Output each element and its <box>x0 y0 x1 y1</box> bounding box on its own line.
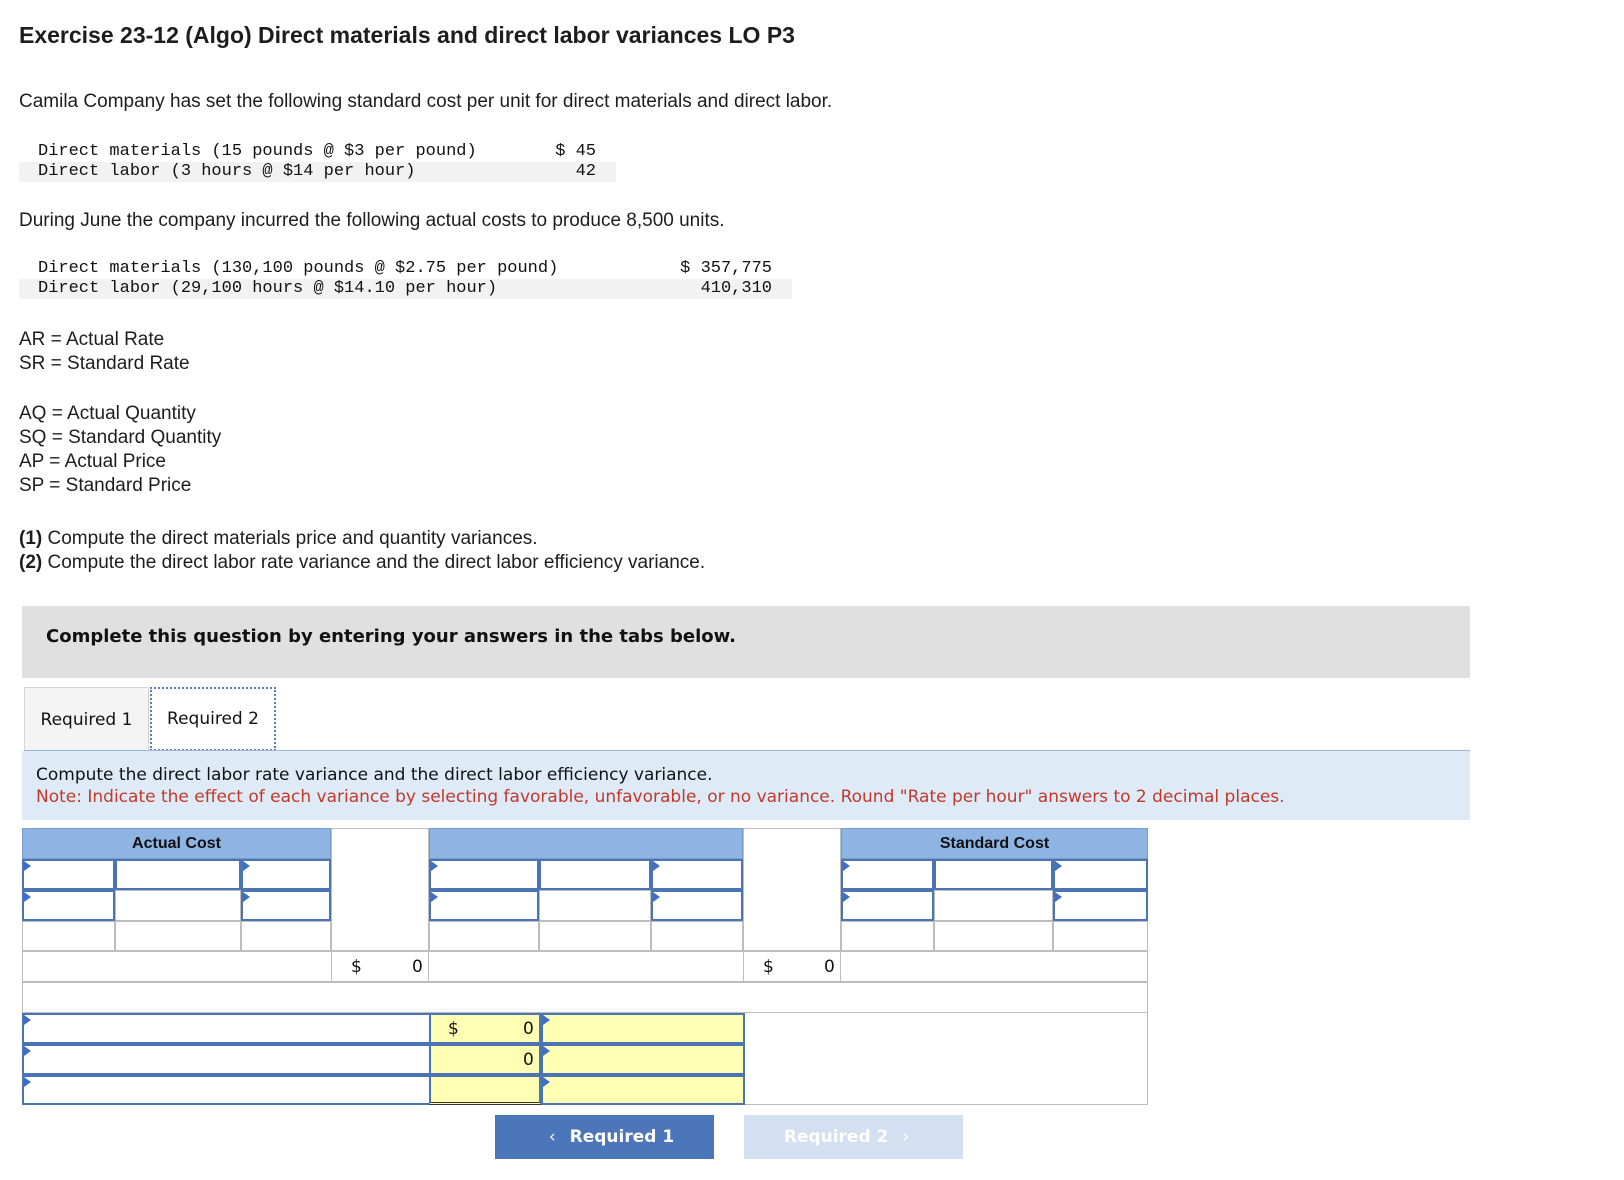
abbrev-line: SR = Standard Rate <box>19 353 190 374</box>
actual-value-cell <box>115 890 241 921</box>
abbrev-line: SP = Standard Price <box>19 475 192 496</box>
grid-cell <box>539 921 651 951</box>
intro-text: Camila Company has set the following standard cost per unit for direct materials and direct labor. <box>19 91 833 112</box>
dropdown-arrow-icon <box>843 861 850 871</box>
variance-amount-cell <box>429 1013 541 1044</box>
chevron-right-icon: › <box>902 1127 910 1147</box>
dropdown-arrow-icon <box>543 1015 550 1025</box>
cost-value: $ 357,775 <box>680 259 772 278</box>
separator-row <box>22 982 1148 1013</box>
actual-cost-row <box>19 259 792 279</box>
dropdown-arrow-icon <box>431 892 438 902</box>
standard-label-select[interactable] <box>841 890 934 921</box>
standard-cost-table <box>19 142 616 182</box>
dropdown-arrow-icon <box>24 861 31 871</box>
cost-value: $ 45 <box>555 142 596 161</box>
dropdown-arrow-icon <box>24 1077 31 1087</box>
variance-label-select[interactable] <box>22 1044 431 1075</box>
cost-label: Direct labor (29,100 hours @ $14.10 per hour) <box>38 279 498 298</box>
note-text: Note: Indicate the effect of each variance by selecting favorable, unfavorable, or no variance. Round "Rate per hour" answers to 2 decimal places. <box>36 787 1285 807</box>
dropdown-arrow-icon <box>243 861 250 871</box>
variance-total-cell <box>429 1075 541 1105</box>
variance-effect-select[interactable] <box>541 1044 745 1075</box>
exercise-title: Exercise 23-12 (Algo) Direct materials and direct labor variances LO P3 <box>19 22 795 48</box>
prev-button-label: Required 1 <box>569 1127 675 1147</box>
cost-label: Direct labor (3 hours @ $14 per hour) <box>38 162 416 181</box>
grid-cell <box>651 921 743 951</box>
dropdown-arrow-icon <box>843 892 850 902</box>
banner-text: Complete this question by entering your answers in the tabs below. <box>46 626 736 647</box>
total-actual-value: 0 <box>412 957 423 977</box>
variance-value: 0 <box>523 1050 534 1070</box>
middle-header <box>429 828 743 859</box>
actual-label-select[interactable] <box>241 859 331 890</box>
dollar-sign: $ <box>763 957 774 977</box>
middle-label-select[interactable] <box>429 890 539 921</box>
instruction-text: Compute the direct labor rate variance and the direct labor efficiency variance. <box>36 765 713 785</box>
next-required-button <box>744 1115 963 1159</box>
dollar-sign: $ <box>351 957 362 977</box>
variance-value: 0 <box>523 1019 534 1039</box>
dropdown-arrow-icon <box>431 861 438 871</box>
grid-cell <box>115 921 241 951</box>
abbrev-line: SQ = Standard Quantity <box>19 427 222 448</box>
dropdown-arrow-icon <box>24 1015 31 1025</box>
standard-cost-row <box>19 162 616 182</box>
prev-required-button[interactable] <box>495 1115 714 1159</box>
dropdown-arrow-icon <box>1055 892 1062 902</box>
actual-label-select[interactable] <box>241 890 331 921</box>
grid-cell <box>22 921 115 951</box>
variance-effect-select[interactable] <box>541 1013 745 1044</box>
variance-amount-cell <box>429 1044 541 1075</box>
requirements-list <box>19 527 705 575</box>
standard-label-select[interactable] <box>1053 859 1148 890</box>
standard-value-input[interactable] <box>934 859 1053 890</box>
middle-label-select[interactable] <box>651 859 743 890</box>
grid-cell <box>241 921 331 951</box>
standard-value-cell <box>934 890 1053 921</box>
standard-label-select[interactable] <box>1053 890 1148 921</box>
requirement-text: Compute the direct labor rate variance and the direct labor efficiency variance. <box>42 552 706 573</box>
dropdown-arrow-icon <box>1055 861 1062 871</box>
rate-abbreviations <box>19 328 190 376</box>
dollar-sign: $ <box>448 1019 459 1039</box>
abbrev-line: AR = Actual Rate <box>19 329 165 350</box>
variance-label-select[interactable] <box>22 1075 431 1105</box>
requirement-1 <box>19 527 705 551</box>
middle-value-cell <box>539 890 651 921</box>
cost-label: Direct materials (130,100 pounds @ $2.75 per pound) <box>38 259 559 278</box>
tab-required-2[interactable]: Required 2 <box>150 687 276 751</box>
actual-cost-table <box>19 259 792 299</box>
cost-label: Direct materials (15 pounds @ $3 per pound) <box>38 142 477 161</box>
instructions-banner <box>22 606 1470 678</box>
tab-required-1[interactable]: Required 1 <box>24 687 149 751</box>
middle-label-select[interactable] <box>651 890 743 921</box>
spacer-column <box>743 828 841 951</box>
quantity-abbreviations <box>19 402 221 498</box>
actual-value-input[interactable] <box>115 859 241 890</box>
june-intro-text: During June the company incurred the following actual costs to produce 8,500 units. <box>19 210 725 231</box>
next-button-label: Required 2 <box>783 1127 889 1147</box>
spacer-column <box>331 828 429 951</box>
actual-label-select[interactable] <box>22 890 115 921</box>
totals-row <box>22 951 1148 982</box>
dropdown-arrow-icon <box>653 861 660 871</box>
chevron-left-icon: ‹ <box>548 1127 556 1147</box>
standard-cost-row <box>19 142 616 162</box>
actual-cost-row <box>19 279 792 299</box>
cost-value: 410,310 <box>700 279 772 298</box>
total-standard-value: 0 <box>824 957 835 977</box>
cost-value: 42 <box>575 162 596 181</box>
total-actual-cell <box>331 951 429 982</box>
requirement-number: (1) <box>19 528 43 549</box>
requirement-number: (2) <box>19 552 43 573</box>
grid-cell <box>841 921 934 951</box>
dropdown-arrow-icon <box>653 892 660 902</box>
actual-label-select[interactable] <box>22 859 115 890</box>
grid-cell <box>934 921 1053 951</box>
actual-cost-header: Actual Cost <box>22 828 331 859</box>
middle-label-select[interactable] <box>429 859 539 890</box>
grid-cell <box>429 921 539 951</box>
requirement-text: Compute the direct materials price and quantity variances. <box>42 528 538 549</box>
standard-cost-header: Standard Cost <box>841 828 1148 859</box>
dropdown-arrow-icon <box>243 892 250 902</box>
variance-effect-select[interactable] <box>541 1075 745 1105</box>
question-instructions <box>22 751 1470 820</box>
dropdown-arrow-icon <box>543 1046 550 1056</box>
total-standard-cell <box>743 951 841 982</box>
dropdown-arrow-icon <box>543 1077 550 1087</box>
grid-cell <box>1053 921 1148 951</box>
dropdown-arrow-icon <box>24 892 31 902</box>
requirement-2 <box>19 551 705 575</box>
abbrev-line: AQ = Actual Quantity <box>19 403 196 424</box>
standard-label-select[interactable] <box>841 859 934 890</box>
abbrev-line: AP = Actual Price <box>19 451 166 472</box>
dropdown-arrow-icon <box>24 1046 31 1056</box>
variance-label-select[interactable] <box>22 1013 431 1044</box>
middle-value-input[interactable] <box>539 859 651 890</box>
